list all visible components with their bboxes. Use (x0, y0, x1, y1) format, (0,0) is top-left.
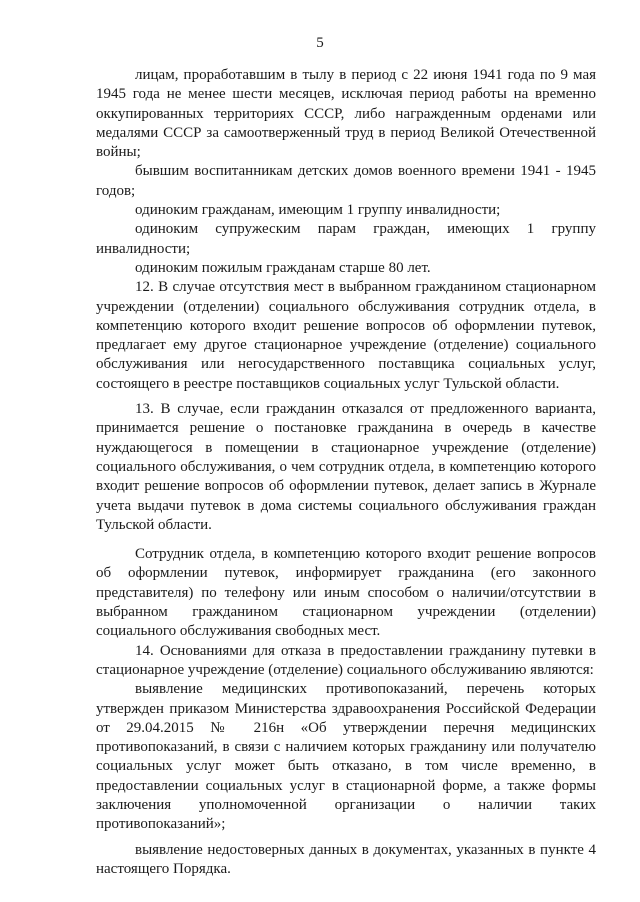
paragraph-staff-informs: Сотрудник отдела, в компетенцию которого входит решение вопросов об оформлении путевок, информирует гражданина (его законного представителя) по телефону или иным способом о наличии/отсутствии в выбранном гражданином стационарном учреждении (отделении) социального обслуживания свободных мест. (96, 546, 596, 640)
page-number: 5 (316, 35, 324, 51)
paragraph-item-13: 13. В случае, если гражданин отказался от предложенного варианта, принимается решение о постановке гражданина в очередь в качестве нуждающегося в помещении в стационарное учреждение (отделение) социального обслуживания, о чем сотрудник отдела, в компетенцию которого входит решение вопросов об оформлении путевок, делает запись в Журнале учета выдачи путевок в дома системы социального обслуживания граждан Тульской области. (96, 401, 596, 533)
paragraph-single-couples: одиноким супружеским парам граждан, имеющих 1 группу инвалидности; (96, 221, 596, 257)
paragraph-item-14: 14. Основаниями для отказа в предоставлении гражданину путевки в стационарное учреждение (отделение) социального обслуживанию являются: (96, 642, 596, 678)
paragraph-elderly-over-80: одиноким пожилым гражданам старше 80 лет. (135, 259, 431, 276)
paragraph-false-data: выявление недостоверных данных в документах, указанных в пункте 4 настоящего Порядка. (96, 841, 596, 877)
paragraph-single-disabled: одиноким гражданам, имеющим 1 группу инвалидности; (135, 202, 501, 219)
paragraph-orphanage-pupils: бывшим воспитанникам детских домов военного времени 1941 - 1945 годов; (96, 163, 596, 199)
paragraph-home-front-workers: лицам, проработавшим в тылу в период с 22 июня 1941 года по 9 мая 1945 года не менее шести месяцев, исключая период работы на временно оккупированных территориях СССР, либо награжденным орденами или медалями СССР за самоотверженный труд в период Великой Отечественной войны; (96, 67, 596, 161)
paragraph-medical-contraindications: выявление медицинских противопоказаний, перечень которых утвержден приказом Министерства здравоохранения Российской Федерации от 29.04.2015 № 216н «Об утверждении перечня медицинских противопоказаний, в связи с наличием которых гражданину или получателю социальных услуг может быть отказано, в том числе временно, в предоставлении социальных услуг в стационарной форме, а также формы заключения уполномоченной организации о наличии таких противопоказаний»; (96, 681, 596, 833)
paragraph-item-12: 12. В случае отсутствия мест в выбранном гражданином стационарном учреждении (отделении) социального обслуживания сотрудник отдела, в компетенцию которого входит решение вопросов об оформлении путевок, предлагает ему другое стационарное учреждение (отделение) социального обслуживания или негосударственного поставщика социальных услуг, состоящего в реестре поставщиков социальных услуг Тульской области. (96, 279, 596, 392)
document-body (96, 66, 596, 879)
